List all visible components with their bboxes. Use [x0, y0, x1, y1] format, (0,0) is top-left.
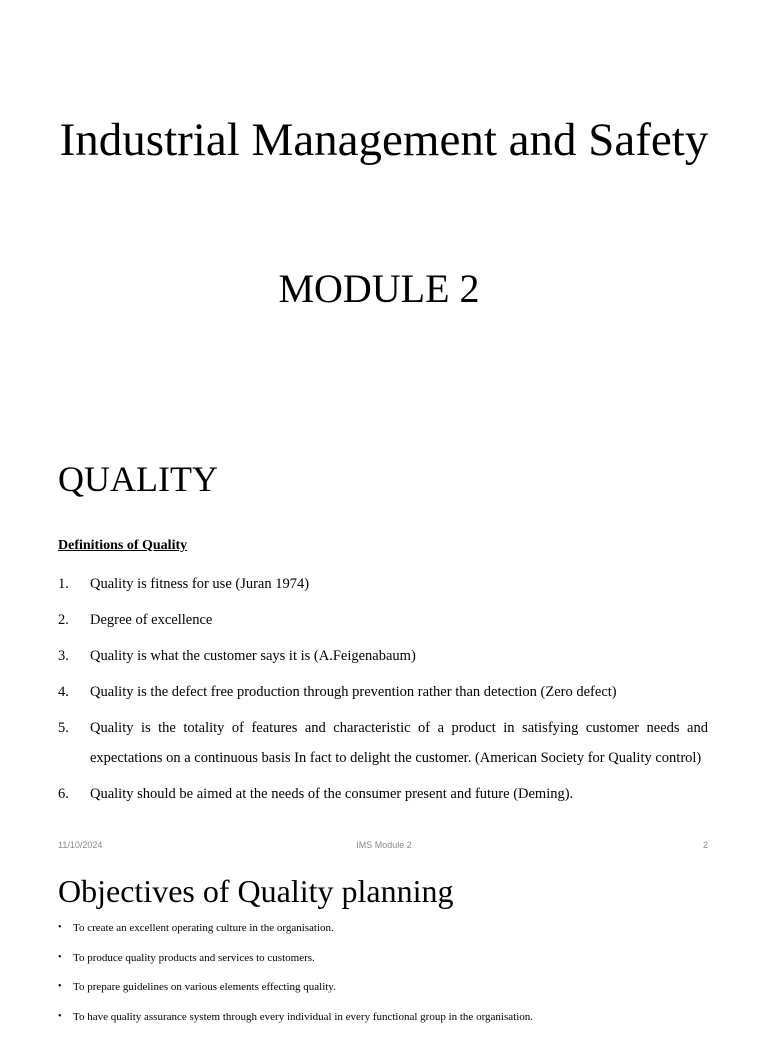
definition-number: 2.	[58, 612, 69, 628]
objectives-heading: Objectives of Quality planning	[58, 873, 454, 909]
bullet-icon: •	[58, 981, 62, 992]
objective-text: To prepare guidelines on various elements effecting quality.	[73, 981, 336, 993]
definition-text: Quality is the totality of features and characteristic of a product in satisfying customer needs and expectations on a continuous basis In fact to delight the customer. (American Society for Quality control)	[90, 720, 708, 766]
definition-item	[58, 642, 708, 672]
module-subtitle: MODULE 2	[278, 266, 480, 311]
definition-number: 1.	[58, 576, 69, 592]
definition-item	[58, 606, 708, 636]
footer-page-number: 2	[702, 840, 708, 850]
definition-text: Degree of excellence	[90, 612, 213, 628]
objective-item	[58, 1009, 718, 1025]
definitions-heading: Definitions of Quality	[58, 538, 188, 553]
objective-text: To have quality assurance system through every individual in every functional group in the organisation.	[73, 1010, 533, 1023]
definition-text: Quality is the defect free production through prevention rather than detection (Zero defect)	[90, 684, 617, 700]
definition-item	[58, 714, 708, 773]
definition-text: Quality is fitness for use (Juran 1974)	[90, 576, 310, 592]
objective-item	[58, 979, 718, 995]
footer-date: 11/10/2024	[58, 840, 103, 850]
definition-item	[58, 678, 708, 708]
definition-item	[58, 780, 708, 810]
definition-number: 6.	[58, 785, 69, 802]
objective-text: To create an excellent operating culture in the organisation.	[73, 922, 334, 934]
bullet-icon: •	[58, 1010, 62, 1022]
definition-item	[58, 570, 708, 600]
objective-text: To produce quality products and services to customers.	[73, 951, 315, 964]
objectives-list	[58, 920, 718, 1038]
objective-item	[58, 920, 718, 936]
definition-text: Quality should be aimed at the needs of the consumer present and future (Deming).	[90, 785, 574, 802]
footer-title: IMS Module 2	[356, 840, 412, 850]
definition-number: 5.	[58, 720, 69, 736]
definition-text: Quality is what the customer says it is (A.Feigenabaum)	[90, 648, 416, 664]
bullet-icon: •	[58, 951, 62, 963]
objective-item	[58, 950, 718, 966]
definitions-list	[58, 570, 708, 816]
quality-heading: QUALITY	[58, 459, 218, 499]
slide-title: Industrial Management and Safety	[59, 114, 709, 166]
bullet-icon: •	[58, 922, 62, 933]
definition-number: 3.	[58, 648, 69, 664]
definition-number: 4.	[58, 684, 69, 700]
